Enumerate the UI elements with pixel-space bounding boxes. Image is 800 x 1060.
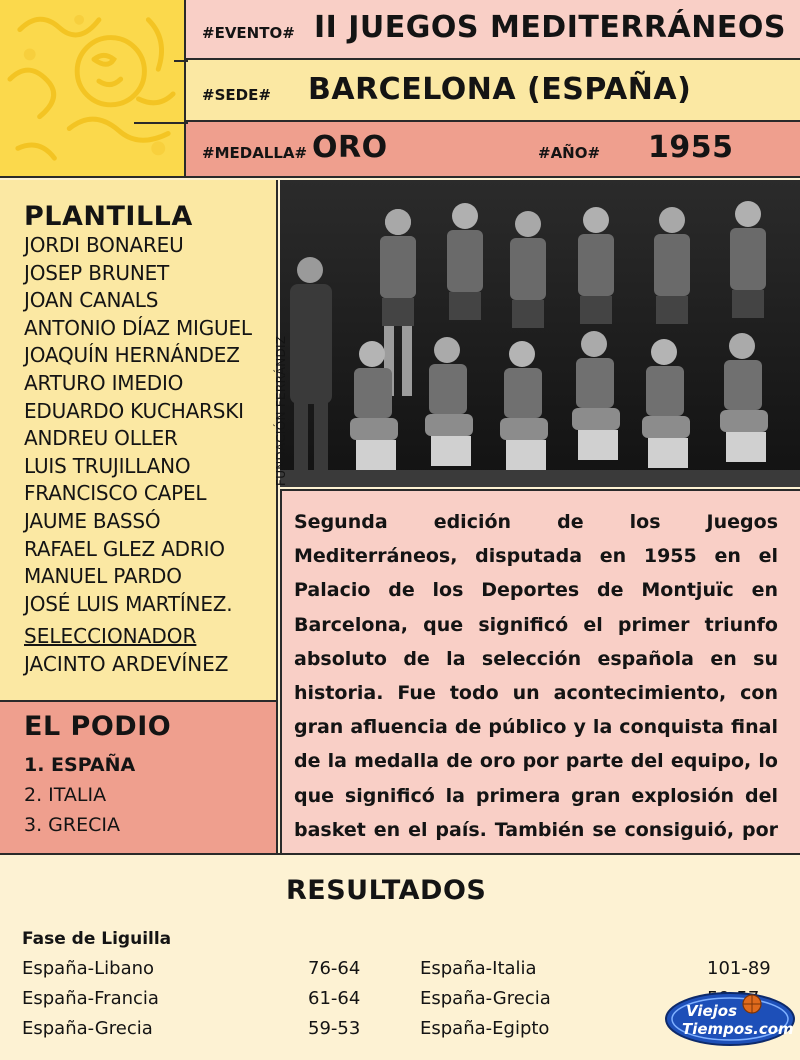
podio-place: 2. ITALIA bbox=[24, 784, 107, 806]
player-name: ARTURO IMEDIO bbox=[24, 370, 184, 395]
match-score: 101-89 bbox=[707, 958, 771, 979]
evento-value: II JUEGOS MEDITERRÁNEOS bbox=[314, 10, 786, 45]
plantilla-panel bbox=[0, 180, 278, 700]
match-name: España-Grecia bbox=[22, 1018, 153, 1039]
sede-tag: #SEDE# bbox=[202, 86, 271, 104]
event-row bbox=[186, 0, 800, 60]
player-name: ANDREU OLLER bbox=[24, 426, 178, 451]
match-score: 59-53 bbox=[308, 1018, 361, 1039]
player-name: JOSEP BRUNET bbox=[24, 260, 170, 285]
podio-title: EL PODIO bbox=[24, 711, 172, 742]
anio-tag: #AÑO# bbox=[538, 144, 601, 162]
player-name: FRANCISCO CAPEL bbox=[24, 481, 207, 506]
medalla-row bbox=[186, 122, 800, 178]
viejos-tiempos-logo bbox=[664, 988, 796, 1050]
podio-place: 1. ESPAÑA bbox=[24, 754, 136, 776]
resultados-title: RESULTADOS bbox=[286, 875, 487, 906]
player-name: JAUME BASSÓ bbox=[24, 508, 161, 533]
player-name: ANTONIO DÍAZ MIGUEL bbox=[24, 315, 252, 340]
match-score: 61-64 bbox=[308, 988, 361, 1009]
phase-label: Fase de Liguilla bbox=[22, 929, 172, 949]
sede-value: BARCELONA (ESPAÑA) bbox=[308, 72, 692, 107]
medalla-tag: #MEDALLA# bbox=[202, 144, 308, 162]
sun-emblem-icon bbox=[0, 0, 184, 176]
player-list bbox=[24, 232, 276, 618]
podio-place: 3. GRECIA bbox=[24, 814, 120, 836]
sede-row bbox=[186, 60, 800, 122]
logo-line2: Tiempos.com bbox=[682, 1020, 794, 1038]
player-name: JORDI BONAREU bbox=[24, 233, 184, 257]
player-name: EDUARDO KUCHARSKI bbox=[24, 398, 244, 423]
description-text: Segunda edición de los Juegos Mediterráneos, disputada en 1955 en el Palacio de los Deportes de Montjuïc en Barcelona, que significó el primer triunfo absoluto de la selección española en su historia. Fue todo un acontecimiento, con gran afluencia de público y la conquista final de la medalla de oro por parte del equipo, lo que significó la primera gran explosión del basket en el país. También se consiguió, por bbox=[294, 511, 778, 841]
divider-tick bbox=[174, 60, 188, 62]
match-name: España-Italia bbox=[420, 958, 537, 979]
player-name: LUIS TRUJILLANO bbox=[24, 453, 191, 478]
match-score: 76-64 bbox=[308, 958, 361, 979]
anio-value: 1955 bbox=[648, 130, 734, 165]
match-name: España-Libano bbox=[22, 958, 155, 979]
match-name: España-Egipto bbox=[420, 1018, 550, 1039]
coach-name: JACINTO ARDEVÍNEZ bbox=[24, 652, 229, 677]
basketball-logo-icon bbox=[664, 988, 796, 1050]
photo-credit-text: FUNDACIÓN FERRÁNDIZ bbox=[274, 335, 288, 486]
plantilla-title: PLANTILLA bbox=[24, 201, 193, 232]
logo-line1: Viejos bbox=[686, 1002, 738, 1020]
player-name: JOSÉ LUIS MARTÍNEZ. bbox=[24, 591, 233, 616]
match-name: España-Grecia bbox=[420, 988, 551, 1009]
divider-tick bbox=[134, 122, 188, 124]
podio-panel bbox=[0, 700, 278, 853]
player-name: JOAN CANALS bbox=[24, 288, 159, 313]
coach-label: SELECCIONADOR bbox=[24, 624, 197, 649]
photo-credit bbox=[258, 200, 288, 490]
team-photo-illustration bbox=[280, 180, 800, 487]
player-name: RAFAEL GLEZ ADRIO bbox=[24, 536, 225, 561]
evento-tag: #EVENTO# bbox=[202, 24, 295, 42]
team-photo bbox=[280, 180, 800, 487]
player-name: MANUEL PARDO bbox=[24, 564, 182, 589]
event-logo bbox=[0, 0, 186, 178]
description-panel bbox=[280, 489, 800, 853]
match-name: España-Francia bbox=[22, 988, 159, 1009]
player-name: JOAQUÍN HERNÁNDEZ bbox=[24, 343, 240, 368]
medalla-value: ORO bbox=[312, 130, 388, 165]
